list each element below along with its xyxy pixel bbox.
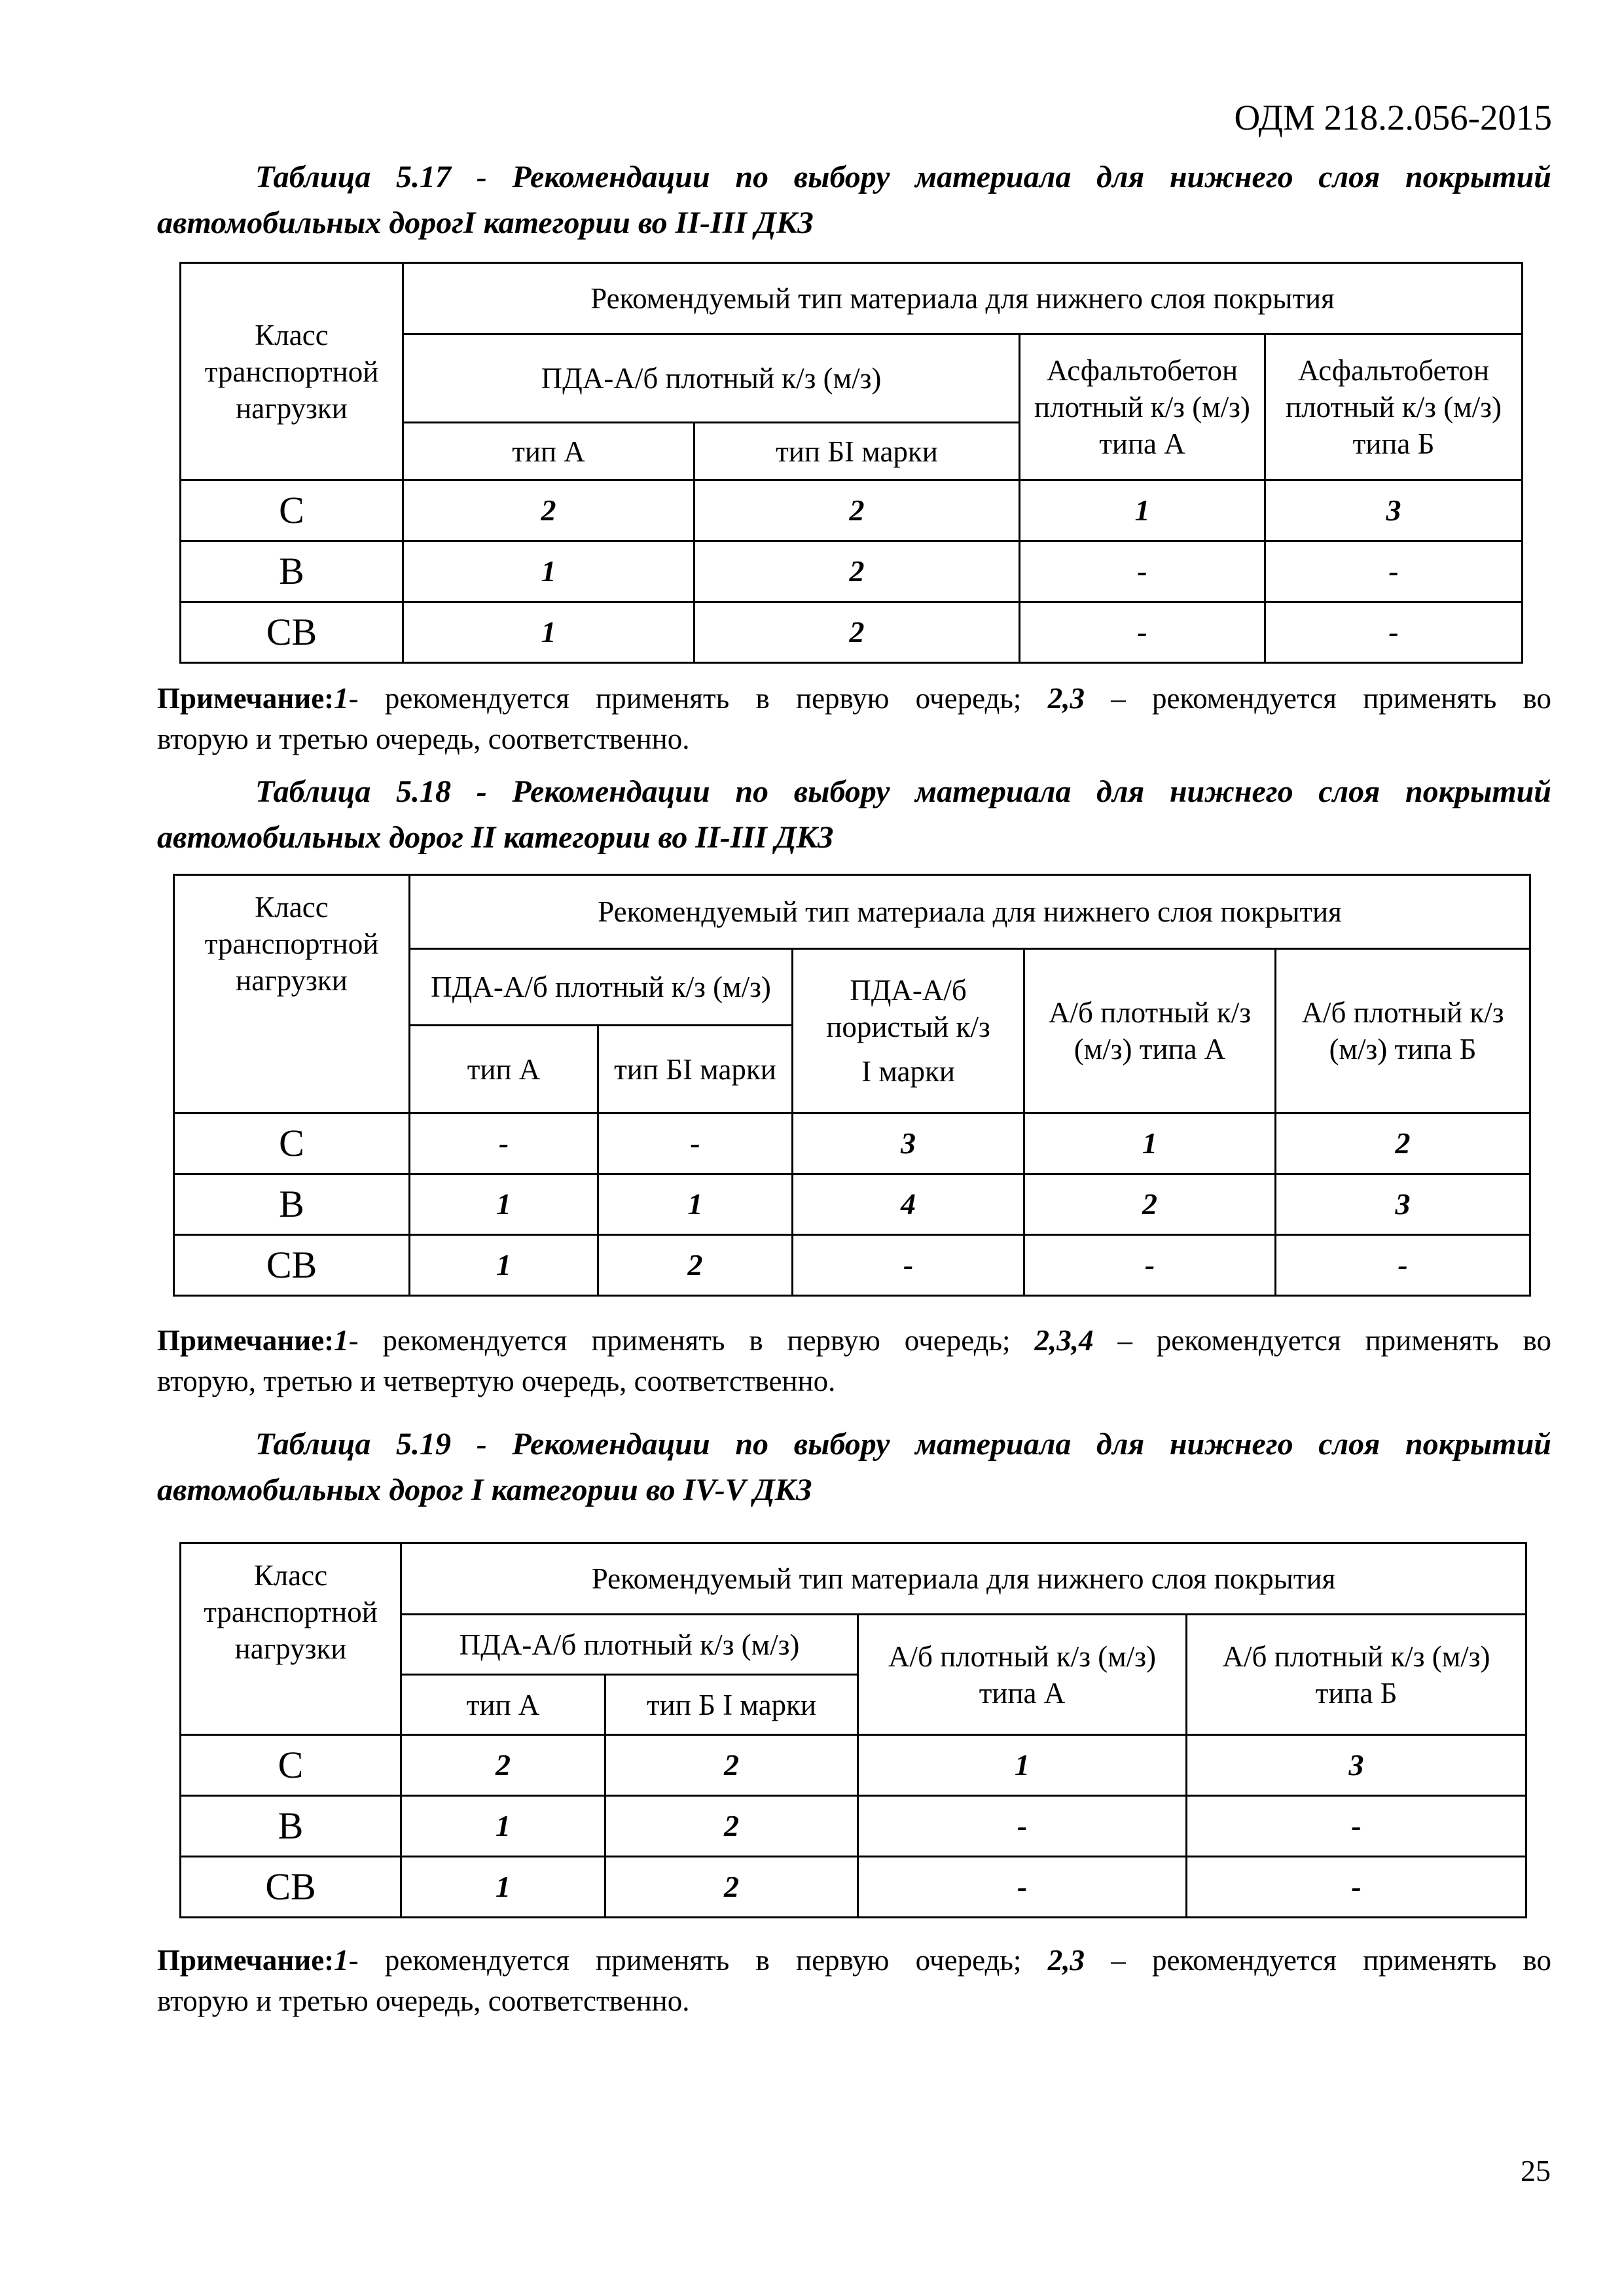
note-label: Примечание: [157,1324,334,1357]
header-pda-porous [793,949,1024,1113]
cell-value: - [1024,1235,1276,1296]
table-5-18-note [157,1320,1551,1401]
caption-line: Таблица 5.18 - Рекомендации по выбору материала для нижнего слоя покрытий [255,774,1551,809]
header-pda-porous-mark: I марки [861,1055,955,1088]
cell-value: - [1187,1857,1526,1918]
document-code: ОДМ 218.2.056-2015 [1234,98,1552,137]
header-group: Рекомендуемый тип материала для нижнего слоя покрытия [410,875,1530,949]
cell-value: - [1265,541,1523,602]
cell-value: 1 [403,541,695,602]
header-type-b: тип Б I марки [605,1675,858,1735]
cell-value: 1 [858,1735,1187,1796]
cell-value: 2 [695,541,1020,602]
cell-value: 3 [1265,480,1523,541]
row-class: С [181,480,403,541]
cell-value: 2 [605,1796,858,1857]
note-priority: 1 [334,1324,349,1357]
row-class: В [181,541,403,602]
note-text: - рекомендуется применять в первую очередь; [348,1944,1048,1977]
cell-value: - [1020,541,1265,602]
table-5-19-caption [157,1422,1551,1513]
header-pda: ПДА-А/б плотный к/з (м/з) [401,1615,858,1675]
note-label: Примечание: [157,682,334,715]
table-row [181,541,1523,602]
note-text: - рекомендуется применять в первую очередь; [348,1324,1035,1357]
cell-value: 1 [401,1796,605,1857]
cell-value: 2 [695,480,1020,541]
header-pda: ПДА-А/б плотный к/з (м/з) [403,334,1020,423]
header-pda-porous-label: ПДА-А/б пористый к/з [826,974,990,1043]
table-5-17-note [157,678,1551,759]
note-label: Примечание: [157,1944,334,1977]
row-class: С [174,1113,410,1174]
note-priority: 1 [334,682,349,715]
header-group: Рекомендуемый тип материала для нижнего слоя покрытия [401,1543,1526,1615]
table-row [181,1735,1526,1796]
cell-value: 2 [1024,1174,1276,1235]
header-type-a: тип А [403,423,695,480]
cell-value: - [1020,602,1265,663]
header-group: Рекомендуемый тип материала для нижнего слоя покрытия [403,263,1523,334]
row-class: СВ [181,1857,401,1918]
cell-value: 1 [1024,1113,1276,1174]
table-row [181,602,1523,663]
note-text: – рекомендуется применять во [1084,682,1551,715]
caption-line: автомобильных дорогI категории во II-III ДКЗ [157,206,814,240]
table-row [181,480,1523,541]
cell-value: 2 [403,480,695,541]
note-priority: 1 [334,1944,349,1977]
cell-value: - [598,1113,793,1174]
caption-line: Таблица 5.19 - Рекомендации по выбору материала для нижнего слоя покрытий [255,1427,1551,1462]
header-ab-type-b: А/б плотный к/з (м/з) типа Б [1276,949,1530,1113]
table-row [181,1796,1526,1857]
cell-value: - [1276,1235,1530,1296]
cell-value: 2 [401,1735,605,1796]
page-number: 25 [1521,2154,1551,2187]
header-class: Класс транспортной нагрузки [181,1543,401,1735]
caption-line: автомобильных дорог II категории во II-III ДКЗ [157,820,834,855]
header-ab-type-a: А/б плотный к/з (м/з) типа А [1024,949,1276,1113]
header-type-a: тип А [401,1675,605,1735]
cell-value: 4 [793,1174,1024,1235]
table-5-17-caption [157,154,1551,246]
cell-value: 1 [410,1235,598,1296]
cell-value: - [1187,1796,1526,1857]
table-row [174,1113,1530,1174]
header-class: Класс транспортной нагрузки [181,263,403,480]
note-text: вторую и третью очередь, соответственно. [157,1984,690,2017]
cell-value: 3 [793,1113,1024,1174]
cell-value: 1 [401,1857,605,1918]
note-text: - рекомендуется применять в первую очередь; [348,682,1048,715]
cell-value: 1 [598,1174,793,1235]
cell-value: - [793,1235,1024,1296]
row-class: СВ [174,1235,410,1296]
row-class: СВ [181,602,403,663]
note-text: – рекомендуется применять во [1084,1944,1551,1977]
cell-value: 3 [1276,1174,1530,1235]
row-class: В [181,1796,401,1857]
header-type-b: тип БI марки [695,423,1020,480]
header-ab-type-a: А/б плотный к/з (м/з) типа А [858,1615,1187,1735]
caption-line: Таблица 5.17 - Рекомендации по выбору материала для нижнего слоя покрытий [255,160,1551,194]
table-5-18-caption [157,769,1551,861]
note-priority: 2,3 [1047,1944,1085,1977]
note-priority: 2,3,4 [1034,1324,1094,1357]
cell-value: - [858,1857,1187,1918]
row-class: С [181,1735,401,1796]
cell-value: 2 [695,602,1020,663]
header-ab-type-b: Асфальтобетон плотный к/з (м/з) типа Б [1265,334,1523,480]
cell-value: 1 [410,1174,598,1235]
header-pda: ПДА-А/б плотный к/з (м/з) [410,949,793,1026]
table-5-18 [173,874,1531,1297]
cell-value: 3 [1187,1735,1526,1796]
header-ab-type-a: Асфальтобетон плотный к/з (м/з) типа А [1020,334,1265,480]
note-priority: 2,3 [1047,682,1085,715]
cell-value: - [1265,602,1523,663]
cell-value: 2 [605,1735,858,1796]
header-ab-type-b: А/б плотный к/з (м/з) типа Б [1187,1615,1526,1735]
table-row [174,1174,1530,1235]
header-type-a: тип А [410,1026,598,1113]
table-5-19 [179,1542,1527,1918]
cell-value: - [410,1113,598,1174]
header-class: Класс транспортной нагрузки [174,875,410,1113]
table-row [181,1857,1526,1918]
cell-value: - [858,1796,1187,1857]
cell-value: 2 [1276,1113,1530,1174]
row-class: В [174,1174,410,1235]
table-5-19-note [157,1940,1551,2021]
cell-value: 2 [598,1235,793,1296]
note-text: вторую, третью и четвертую очередь, соответственно. [157,1365,836,1397]
caption-line: автомобильных дорог I категории во IV-V ДКЗ [157,1473,812,1507]
table-5-17 [179,262,1523,664]
note-text: вторую и третью очередь, соответственно. [157,723,690,755]
cell-value: 2 [605,1857,858,1918]
cell-value: 1 [1020,480,1265,541]
table-row [174,1235,1530,1296]
header-type-b: тип БI марки [598,1026,793,1113]
cell-value: 1 [403,602,695,663]
note-text: – рекомендуется применять во [1093,1324,1551,1357]
